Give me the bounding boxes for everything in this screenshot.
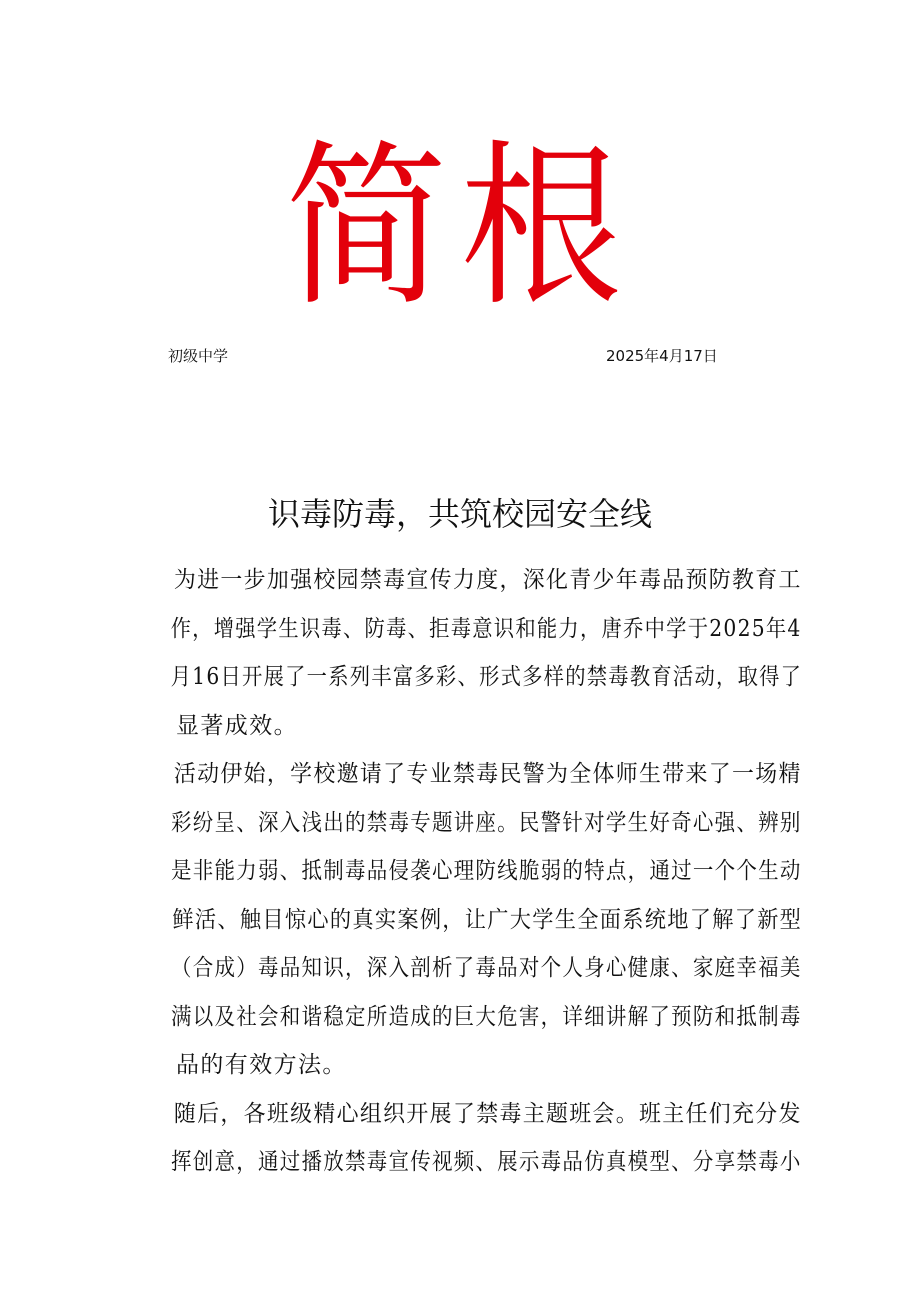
- text-line: 是非能力弱、抵制毒品侵袭心理防线脆弱的特点，通过一个个生动: [170, 858, 802, 884]
- text-line: 月16日开展了一系列丰富多彩、形式多样的禁毒教育活动，取得了: [170, 664, 803, 690]
- paragraph-2: [130, 750, 802, 1090]
- text-line: 随后，各班级精心组织开展了禁毒主题班会。班主任们充分发: [173, 1100, 802, 1127]
- article-body: [130, 556, 802, 1187]
- text-line: （合成）毒品知识，深入剖析了毒品对个人身心健康、家庭幸福美: [170, 955, 802, 981]
- text-line: 鲜活、触目惊心的真实案例，让广大学生全面系统地了解了新型: [172, 906, 803, 933]
- issue-date: 2025年4月17日: [606, 347, 718, 365]
- school-name: 初级中学: [168, 347, 229, 365]
- text-line: 品的有效方法。: [176, 1052, 347, 1078]
- text-line: 为进一步加强校园禁毒宣传力度，深化青少年毒品预防教育工: [173, 567, 802, 593]
- masthead-title: [0, 118, 920, 338]
- paragraph-3: [130, 1090, 802, 1187]
- text-line: 彩纷呈、深入浅出的禁毒专题讲座。民警针对学生好奇心强、辨别: [170, 809, 802, 836]
- text-line: 满以及社会和谐稳定所造成的巨大危害，详细讲解了预防和抵制毒: [170, 1003, 802, 1030]
- text-line: 活动伊始，学校邀请了专业禁毒民警为全体师生带来了一场精: [173, 761, 802, 787]
- article-title: 识毒防毒，共筑校园安全线: [267, 495, 652, 533]
- text-line: 作，增强学生识毒、防毒、拒毒意识和能力，唐乔中学于2025年4: [170, 615, 802, 642]
- text-line: 挥创意，通过播放禁毒宣传视频、展示毒品仿真模型、分享禁毒小: [170, 1149, 802, 1175]
- paragraph-1: [130, 556, 802, 750]
- masthead-title-text: 简根: [285, 125, 635, 330]
- text-line: 显著成效。: [176, 712, 298, 739]
